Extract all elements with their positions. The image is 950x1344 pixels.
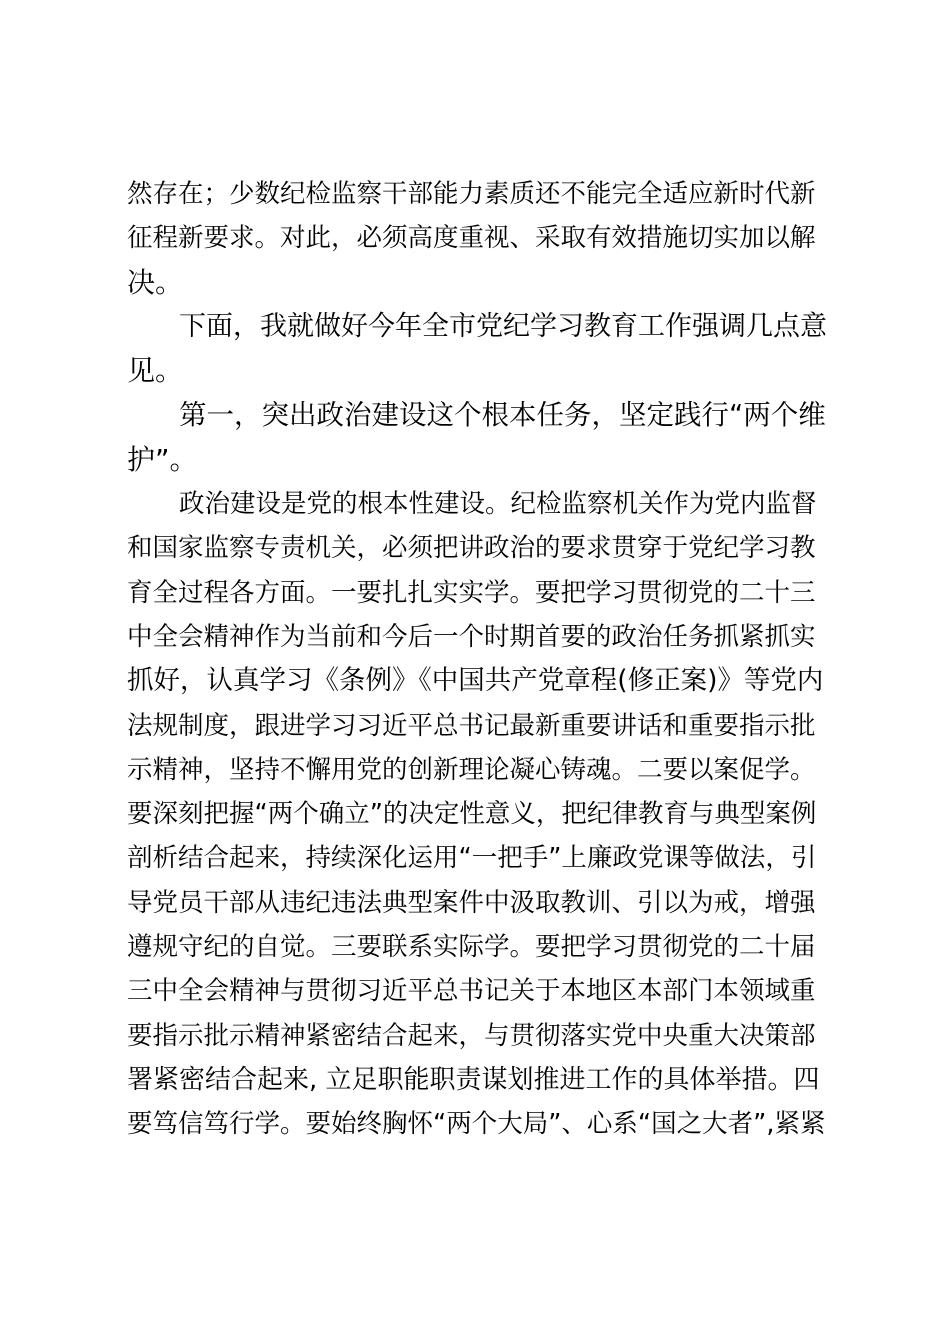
text-line: 护”。 [127, 442, 198, 476]
text-line: 三中全会精神与贯彻习近平总书记关于本地区本部门本领域重 [127, 976, 816, 1007]
text-line: 然存在；少数纪检监察干部能力素质还不能完全适应新时代新 [127, 179, 816, 209]
document-body [127, 172, 827, 1147]
paragraph-continuation [127, 172, 827, 305]
text-line: 育全过程各方面。一要扎扎实实学。要把学习贯彻党的二十三 [127, 577, 816, 608]
text-line: 第一，突出政治建设这个根本任务，坚定践行“两个维 [179, 399, 826, 432]
text-line: 抓好，认真学习《条例》《中国共产党章程(修正案)》等党内 [127, 665, 824, 697]
text-line: 中全会精神作为当前和今后一个时期首要的政治任务抓紧抓实 [127, 621, 816, 652]
text-line: 政治建设是党的根本性建设。纪检监察机关作为党内监督 [179, 489, 817, 520]
paragraph-heading-first [127, 393, 827, 482]
text-line: 要笃信笃行学。要始终胸怀“两个大局”、心系“国之大者”,紧紧 [127, 1109, 826, 1140]
text-line: 剖析结合起来，持续深化运用“一把手”上廉政党课等做法，引 [127, 843, 817, 874]
text-line: 和国家监察专责机关，必须把讲政治的要求贯穿于党纪学习教 [127, 533, 816, 564]
text-line: 署紧密结合起来, 立足职能职责谋划推进工作的具体举措。四 [127, 1064, 820, 1095]
text-line: 征程新要求。对此，必须高度重视、采取有效措施切实加以解 [127, 223, 816, 254]
text-line: 要深刻把握“两个确立”的决定性意义，把纪律教育与典型案例 [127, 799, 817, 830]
text-line: 示精神，坚持不懈用党的创新理论凝心铸魂。二要以案促学。 [127, 754, 816, 785]
text-line: 遵规守纪的自觉。三要联系实际学。要把学习贯彻党的二十届 [127, 932, 816, 963]
text-line: 法规制度，跟进学习习近平总书记最新重要讲话和重要指示批 [127, 710, 816, 741]
text-line: 决。 [127, 265, 184, 299]
paragraph-intro [127, 305, 827, 394]
text-line: 见。 [127, 354, 184, 388]
paragraph-political-building [127, 482, 827, 1146]
text-line: 导党员干部从违纪违法典型案件中汲取教训、引以为戒，增强 [127, 887, 816, 918]
text-line: 下面，我就做好今年全市党纪学习教育工作强调几点意 [179, 310, 827, 342]
text-line: 要指示批示精神紧密结合起来，与贯彻落实党中央重大决策部 [127, 1020, 816, 1051]
